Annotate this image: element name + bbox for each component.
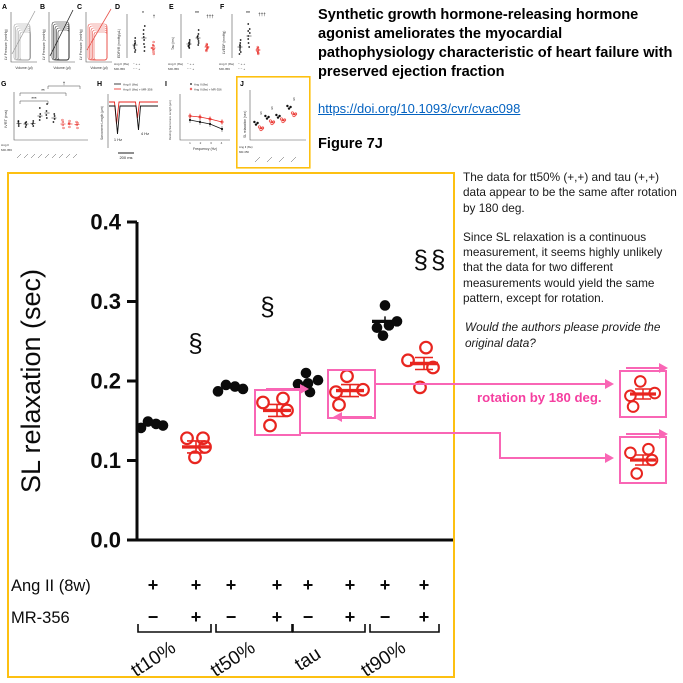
arrowhead [605, 453, 614, 463]
comment-paragraph-2: Since SL relaxation is a continuous measurement, it seems highly unlikely that the data for two different measurements would yield the same pattern, except for rotation. [463, 229, 663, 306]
main-chart-highlight-box [7, 172, 455, 678]
panel-xlabel: Volume (µl) [53, 66, 71, 70]
factor-sign: + [190, 575, 202, 595]
freq-label-4hz: 4 Hz [140, 131, 150, 136]
y-tick-label: 0.2 [90, 368, 121, 394]
category-label-tt50%: tt50% [206, 637, 260, 676]
row-label-mr: MR-356 [114, 67, 126, 71]
y-tick-label: 0.0 [90, 527, 121, 553]
row-signs-mr: − − + [238, 67, 246, 71]
freq-label-1hz: 1 Hz [113, 137, 123, 142]
doi-link[interactable]: https://doi.org/10.1093/cvr/cvac098 [318, 101, 521, 116]
factor-sign: + [147, 575, 159, 595]
factor-sign: + [344, 575, 356, 595]
factor-sign: + [190, 607, 202, 627]
sig-asterisk: * [142, 11, 144, 17]
arrowhead [605, 379, 614, 389]
panel-g [1, 81, 88, 158]
sig-dagger: † [152, 14, 156, 19]
factor-sign: − [302, 607, 314, 627]
panel-ylabel: LVEDP (mmHg) [222, 30, 226, 54]
panel-e [168, 4, 214, 71]
svg-text:2: 2 [199, 141, 202, 145]
panel-ylabel: EDPVR (mmHg/µL) [117, 29, 121, 58]
factor-sign: − [379, 607, 391, 627]
panel-i [165, 81, 230, 151]
svg-text:1: 1 [189, 141, 191, 145]
cluster-tau-black [293, 368, 324, 398]
cluster-tt10%-red [181, 432, 211, 463]
pv-loops-grey [14, 24, 31, 60]
panel-letter: G [1, 81, 7, 88]
factor-sign: − [147, 607, 159, 627]
panel-c [77, 4, 112, 70]
published-figure-thumbnail [0, 0, 312, 170]
row-signs-ang: − + + [187, 62, 195, 66]
y-tick-label: 0.1 [90, 448, 121, 473]
panel-letter: I [165, 81, 167, 88]
panel-ylabel: LV Pressure (mmHg) [42, 29, 46, 60]
row-label-mr: MR-356 [239, 150, 249, 154]
row-label-ang: Ang II [1, 143, 10, 147]
factor-sign: + [379, 575, 391, 595]
factor-row-label: MR-356 [11, 609, 70, 627]
panel-letter: F [220, 4, 225, 11]
y-tick-label: 0.4 [90, 209, 121, 235]
panel-ylabel: LV Pressure (mmHg) [79, 29, 83, 60]
panel-a [2, 4, 37, 70]
rotation-annotation-label: rotation by 180 deg. [477, 390, 602, 405]
cluster-tau-red [330, 370, 369, 410]
row-signs-ang: − + + [133, 62, 141, 66]
sig-label-tt90%: §§ [413, 244, 449, 275]
panel-letter: B [40, 4, 46, 11]
legend-red: Ang II (8w) + MR-356 [123, 87, 153, 92]
panel-j [237, 77, 310, 168]
y-tick-label: 0.3 [90, 289, 121, 314]
panel-f [219, 4, 266, 71]
panel-ylabel: Sarcomere Length (µm) [100, 106, 104, 140]
y-axis-title: SL relaxation (sec) [16, 268, 46, 494]
svg-text:3: 3 [210, 141, 212, 145]
sig-asterisk: *** [31, 96, 37, 101]
legend-red: Ang II (8w) + MR-356 [194, 87, 222, 92]
svg-text:§: § [271, 106, 273, 110]
factor-sign: + [344, 607, 356, 627]
pv-loops-red [88, 24, 107, 60]
panel-letter: C [77, 4, 83, 11]
rotated-tick-marks [17, 154, 77, 158]
sig-label-tt10%: § [188, 327, 206, 358]
mini-scatter-clusters [253, 97, 297, 131]
row-label-ang: Ang II (8w) [114, 62, 129, 66]
sig-dagger: † [62, 81, 66, 86]
sig-asterisk: ** [246, 11, 250, 17]
legend-black: Ang II (8w) [194, 82, 208, 87]
row-label-mr: MR-356 [219, 67, 231, 71]
scatter-dots [187, 29, 210, 52]
scatter-dots [17, 103, 80, 129]
row-label-ang: Ang II (8w) [168, 62, 183, 66]
factor-sign: + [271, 607, 283, 627]
svg-text:§: § [260, 111, 262, 115]
copied-cluster-tt50 [625, 444, 657, 479]
row-signs-ang: − + + [238, 62, 246, 66]
cluster-tt10%-black [136, 416, 169, 433]
panel-ylabel: IVRT (ms) [3, 109, 8, 128]
scatter-dots [238, 23, 261, 55]
row-signs-mr: − − + [187, 67, 195, 71]
cluster-tt50%-black [213, 380, 249, 397]
panel-h [97, 81, 158, 160]
cluster-tt90%-red [402, 342, 439, 393]
legend-black: Ang II (8w) [123, 82, 138, 87]
panel-ylabel: Resting Sarcomere Length (µm) [168, 100, 172, 140]
category-label-tau: tau [291, 643, 325, 676]
factor-sign: + [271, 575, 283, 595]
sl-relaxation-chart [9, 174, 453, 676]
scalebar-label: 200 ms [119, 155, 133, 160]
copy-box-tt50 [620, 437, 666, 483]
paper-title: Synthetic growth hormone-releasing hormone agonist ameliorates the myocardial pathophysiology characteristic of heart failure with preserved ejection fraction [318, 7, 673, 80]
rotated-tick-marks [255, 157, 296, 162]
panel-letter: H [97, 81, 103, 88]
row-label-ang: Ang II (8w) [239, 145, 253, 149]
comment-paragraph-1: The data for tt50% (+,+) and tau (+,+) data appear to be the same after rotation by 180 deg. [463, 170, 677, 215]
panel-xlabel: Frequency (Hz) [192, 147, 218, 151]
panel-letter: J [240, 81, 244, 88]
row-signs-mr: − − + [133, 67, 141, 71]
panel-xlabel: Volume (µl) [90, 66, 108, 70]
cluster-tt50%-red [257, 393, 293, 432]
factor-sign: + [225, 575, 237, 595]
factor-sign: + [302, 575, 314, 595]
comment-paragraph-3: Would the authors please provide the original data? [465, 320, 661, 350]
panel-letter: E [169, 4, 174, 11]
category-label-tt10%: tt10% [127, 637, 180, 676]
reviewer-comment [463, 170, 680, 365]
row-label-mr: MR-356 [1, 148, 13, 152]
sig-label-tt50%: § [260, 291, 278, 322]
pv-loops-black [52, 22, 69, 60]
sig-dagger: ††† [206, 14, 214, 19]
panel-ylabel: Tau (ms) [171, 37, 175, 50]
panel-letter: D [115, 4, 121, 11]
figure-reference: Figure 7J [318, 136, 383, 152]
sig-asterisk: ** [195, 11, 199, 17]
scatter-dots [133, 25, 156, 55]
category-label-tt90%: tt90% [357, 637, 410, 676]
copy-box-tau [620, 371, 666, 417]
panel-xlabel: Volume (µl) [15, 66, 33, 70]
row-label-mr: MR-356 [168, 67, 180, 71]
svg-text:4: 4 [220, 141, 223, 145]
panel-d [114, 4, 156, 71]
copied-cluster-tau [625, 376, 660, 412]
panel-ylabel: SL relaxation (sec) [243, 110, 247, 138]
panel-letter: A [2, 4, 8, 11]
factor-sign: + [418, 575, 430, 595]
sig-dagger: ††† [258, 12, 266, 17]
arrowhead [659, 429, 668, 439]
sarcomere-trace-black [109, 106, 158, 134]
svg-text:§: § [293, 97, 295, 101]
row-label-ang: Ang II (8w) [219, 62, 234, 66]
factor-sign: + [418, 607, 430, 627]
factor-row-label: Ang II (8w) [11, 577, 91, 595]
sig-asterisk: ** [41, 88, 45, 93]
panel-ylabel: LV Pressure (mmHg) [4, 29, 8, 60]
panel-b [40, 4, 75, 70]
factor-sign: − [225, 607, 237, 627]
